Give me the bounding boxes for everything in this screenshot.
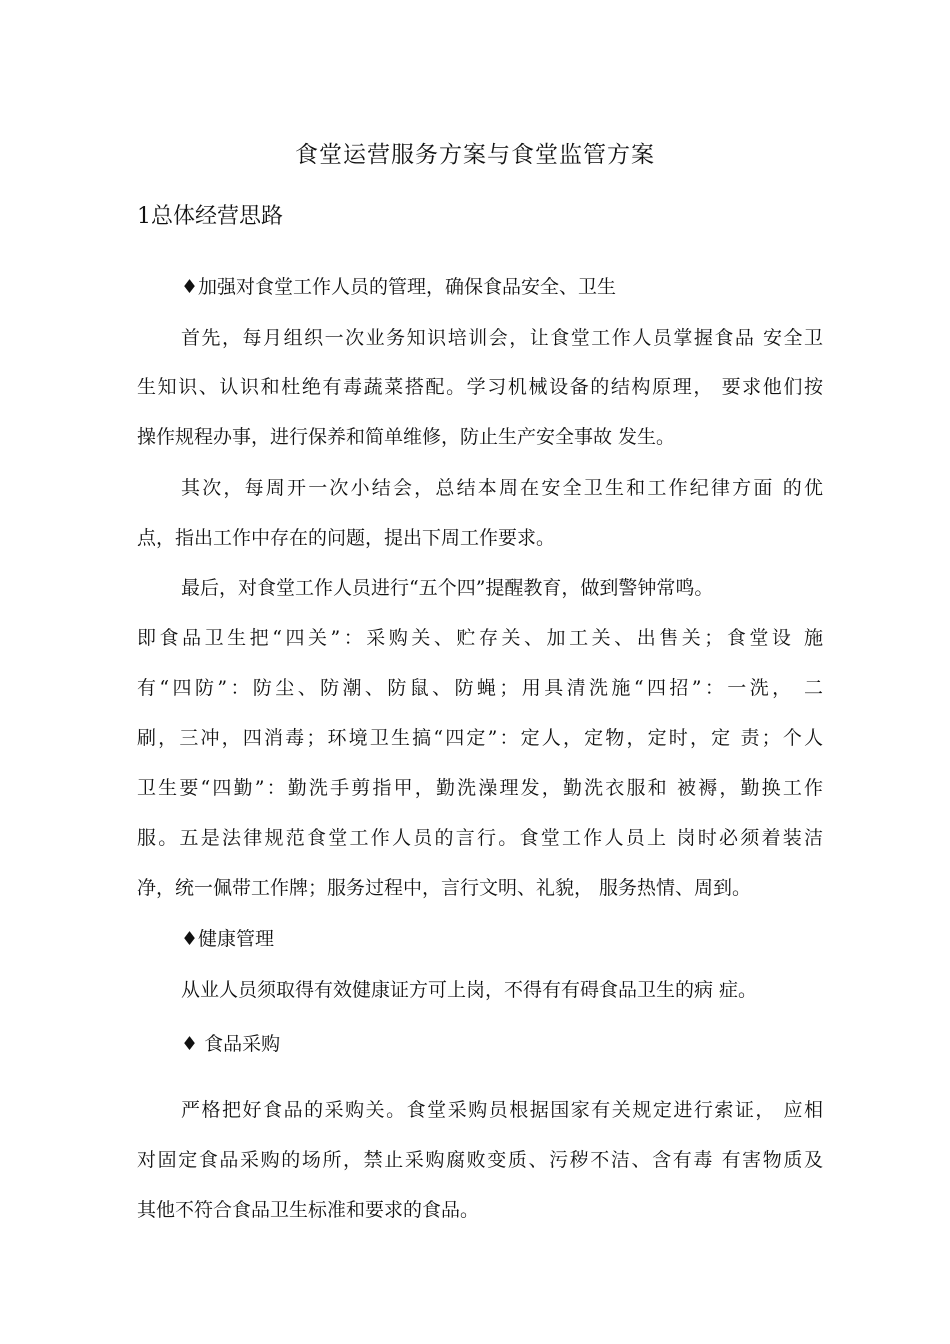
paragraph-line: 严格把好食品的采购关。食堂采购员根据国家有关规定进行索证， 应相 (181, 1099, 823, 1121)
paragraph-line: 首先，每月组织一次业务知识培训会，让食堂工作人员掌握食品 安全卫 (181, 327, 823, 349)
paragraph-line: 服。五是法律规范食堂工作人员的言行。食堂工作人员上 岗时必须着装洁 (137, 827, 823, 849)
paragraph-line: 点，指出工作中存在的问题，提出下周工作要求。 (137, 527, 556, 549)
bullet-staff-management: ♦加强对食堂工作人员的管理，确保食品安全、卫生 (181, 276, 617, 298)
paragraph-line: 其他不符合食品卫生标准和要求的食品。 (137, 1199, 480, 1221)
paragraph-line: 对固定食品采购的场所，禁止采购腐败变质、污秽不洁、含有毒 有害物质及 (137, 1149, 823, 1171)
paragraph-line: 刷，三冲，四消毒；环境卫生搞“四定”：定人，定物，定时，定 责；个人 (137, 727, 823, 749)
paragraph-line: 有“四防”：防尘、防潮、防鼠、防蝇；用具清洗施“四招”：一洗， 二 (137, 677, 823, 699)
section-heading: 1总体经营思路 (137, 204, 283, 229)
paragraph-line: 从业人员须取得有效健康证方可上岗，不得有有碍食品卫生的病 症。 (181, 979, 758, 1001)
bullet-health-management: ♦健康管理 (181, 928, 275, 950)
paragraph-line: 其次，每周开一次小结会，总结本周在安全卫生和工作纪律方面 的优 (181, 477, 823, 499)
bullet-food-procurement: ♦ 食品采购 (181, 1033, 281, 1055)
paragraph-line: 卫生要“四勤”：勤洗手剪指甲，勤洗澡理发，勤洗衣服和 被褥，勤换工作 (137, 777, 823, 799)
paragraph-line: 即食品卫生把“四关”：采购关、贮存关、加工关、出售关；食堂设 施 (137, 627, 823, 649)
document-title: 食堂运营服务方案与食堂监管方案 (295, 142, 655, 168)
paragraph-line: 净，统一佩带工作牌；服务过程中，言行文明、礼貌， 服务热情、周到。 (137, 877, 752, 899)
paragraph-line: 操作规程办事，进行保养和简单维修，防止生产安全事故 发生。 (137, 426, 676, 448)
paragraph-line: 生知识、认识和杜绝有毒蔬菜搭配。学习机械设备的结构原理， 要求他们按 (137, 376, 823, 398)
paragraph-line: 最后，对食堂工作人员进行“五个四”提醒教育，做到警钟常鸣。 (181, 577, 714, 599)
